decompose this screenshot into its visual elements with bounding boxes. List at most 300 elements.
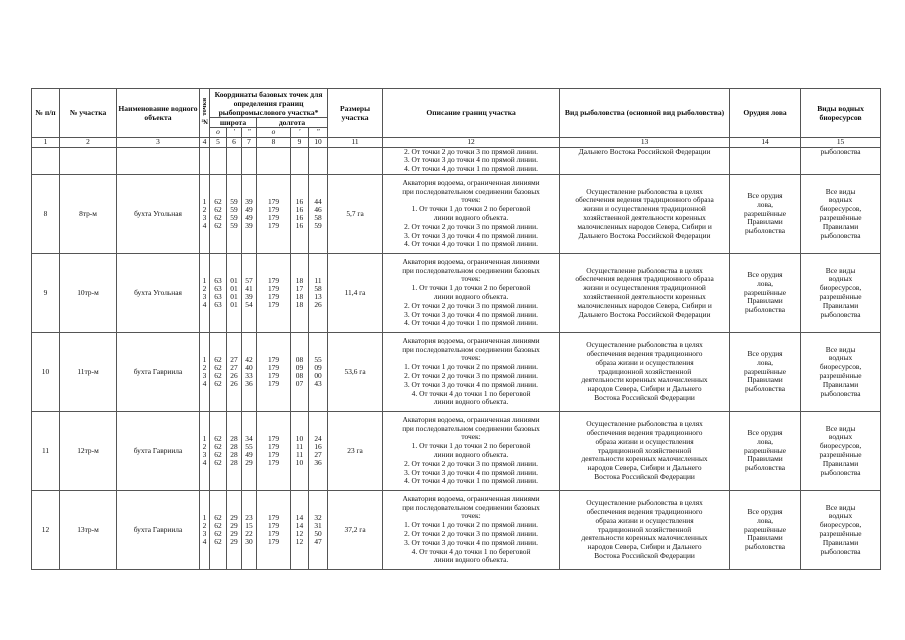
species-line: Все виды <box>825 186 856 196</box>
description-line: при последовательном соединении базовых <box>402 186 540 196</box>
description-line: 2. От точки 2 до точки 3 по прямой линии. <box>404 300 538 310</box>
description-line: точек: <box>461 274 481 284</box>
coord-lat-m <box>227 411 242 490</box>
plot-id: 13тр-м <box>60 490 117 569</box>
species-line: разрешённые <box>819 528 862 538</box>
description-line: 3. От точки 3 до точки 4 по прямой линии. <box>404 537 538 547</box>
description-line: 2. От точки 2 до точки 3 по прямой линии. <box>404 370 538 380</box>
coord-value: 4 <box>202 457 207 467</box>
coord-value: 63 <box>214 291 222 301</box>
coord-lon-s <box>309 411 328 490</box>
description-line: Акватория водоема, ограниченная линиями <box>402 493 540 503</box>
species <box>801 411 881 490</box>
row-number: 8 <box>32 174 60 253</box>
coord-value: 62 <box>214 441 222 451</box>
description-line: 3. От точки 3 до точки 4 по прямой линии. <box>404 379 538 389</box>
fishing-line: традиционной хозяйственной <box>597 445 692 455</box>
tools-line: разрешённые <box>744 445 787 455</box>
description-line: 1. От точки 1 до точки 2 по береговой <box>411 204 531 214</box>
description-line: 3. От точки 3 до точки 4 по прямой линии. <box>404 230 538 240</box>
coord-lon-m <box>291 174 309 253</box>
column-index: 12 <box>383 137 560 147</box>
cont-cell <box>242 147 257 174</box>
table-row <box>32 411 881 490</box>
fishing-line: образа жизни и осуществления <box>595 515 694 525</box>
boundary-description <box>383 490 560 569</box>
coord-value: 55 <box>314 354 322 364</box>
fishing-line: образа жизни и осуществления <box>595 436 694 446</box>
cont-cell <box>730 147 801 174</box>
coord-value: 26 <box>230 370 238 380</box>
description-line: точек: <box>461 432 481 442</box>
water-object: бухта Угольная <box>117 253 200 332</box>
coord-lon-m <box>291 253 309 332</box>
coord-value: 59 <box>230 196 238 206</box>
fishing-line: обеспечения ведения традиционного <box>586 348 703 358</box>
coord-value: 179 <box>267 196 280 206</box>
coord-value: 54 <box>245 299 253 309</box>
coord-value: 29 <box>230 520 238 530</box>
cont-cell <box>328 147 383 174</box>
coord-value: 62 <box>214 449 222 459</box>
fishing-line: Дальнего Востока Российской Федерации <box>578 230 711 240</box>
fishing-plots-table <box>31 88 881 570</box>
coord-value: 3 <box>202 528 207 538</box>
coord-lat-s <box>242 332 257 411</box>
species <box>801 332 881 411</box>
column-index: 7 <box>242 137 257 147</box>
header-coordinates: Координаты базовых точек для определения границ рыбопромыслового участка* <box>210 89 328 118</box>
description-line: при последовательном соединении базовых <box>402 265 540 275</box>
plot-size: 11,4 га <box>328 253 383 332</box>
cont-cell <box>200 147 210 174</box>
coord-value: 01 <box>230 275 238 285</box>
tools-line: Правилами <box>747 454 783 464</box>
header-latitude: широта <box>210 118 257 128</box>
boundary-description <box>383 411 560 490</box>
species-line: водных <box>828 353 853 363</box>
description-line: Акватория водоема, ограниченная линиями <box>402 335 540 345</box>
coord-value: 62 <box>214 354 222 364</box>
tools-line: Правилами <box>747 533 783 543</box>
coord-value: 58 <box>314 212 322 222</box>
coord-lat-m <box>227 332 242 411</box>
species-line: рыболовства <box>820 230 861 240</box>
coord-value: 1 <box>202 354 207 364</box>
plot-id: 8тр-м <box>60 174 117 253</box>
species-line: Правилами <box>822 537 859 547</box>
fishing-line: Осуществление рыболовства в целях <box>586 186 703 196</box>
table-row <box>32 332 881 411</box>
coord-value: 179 <box>267 220 280 230</box>
cont-fishing-type: Дальнего Востока Российской Федерации <box>560 147 730 174</box>
description-line: линии водного объекта. <box>433 212 509 222</box>
fishing-line: хозяйственной деятельности коренных <box>583 291 706 301</box>
coord-lat-m <box>227 253 242 332</box>
tools-line: рыболовства <box>745 542 786 552</box>
coord-value: 16 <box>295 204 304 214</box>
unit-second: " <box>242 128 257 138</box>
description-line: 2. От точки 2 до точки 3 по прямой линии. <box>404 528 538 538</box>
species-line: разрешённые <box>819 449 862 459</box>
coord-lat-s <box>242 253 257 332</box>
species-line: Правилами <box>822 300 859 310</box>
fishing-line: Осуществление рыболовства в целях <box>586 498 703 508</box>
species-line: Правилами <box>822 379 859 389</box>
coord-value: 55 <box>245 441 253 451</box>
coord-value: 41 <box>245 283 253 293</box>
coord-value: 11 <box>295 441 304 451</box>
fishing-tools <box>730 174 801 253</box>
species-line: биоресурсов, <box>819 362 862 372</box>
header-tools: Орудия лова <box>730 89 801 138</box>
fishing-line: малочисленных народов Севера, Сибири и <box>577 300 712 310</box>
coord-value: 01 <box>230 291 238 301</box>
cont-species: рыболовства <box>801 147 881 174</box>
coord-value: 179 <box>267 512 280 522</box>
species-line: водных <box>828 432 853 442</box>
coord-value: 179 <box>267 457 280 467</box>
coord-value: 2 <box>202 283 207 293</box>
fishing-line: малочисленных народов Севера, Сибири и <box>577 221 712 231</box>
coord-value: 179 <box>267 204 280 214</box>
description-line: 4. От точки 4 до точки 1 по береговой <box>411 546 531 556</box>
description-line: Акватория водоема, ограниченная линиями <box>402 414 540 424</box>
fishing-type <box>560 411 730 490</box>
fishing-line: Востока Российской Федерации <box>594 392 695 402</box>
species-line: биоресурсов, <box>819 283 862 293</box>
coord-value: 32 <box>314 512 322 522</box>
coord-lon-s <box>309 332 328 411</box>
cont-cell <box>60 147 117 174</box>
coord-value: 4 <box>202 299 207 309</box>
fishing-line: традиционной хозяйственной <box>597 524 692 534</box>
header-species: Виды водных биоресурсов <box>801 89 881 138</box>
unit-second: " <box>309 128 328 138</box>
row-number: 9 <box>32 253 60 332</box>
coord-value: 179 <box>267 275 280 285</box>
water-object: бухта Угольная <box>117 174 200 253</box>
tools-line: лова, <box>757 515 773 525</box>
coord-value: 11 <box>295 449 304 459</box>
coord-lat-m <box>227 174 242 253</box>
tools-line: рыболовства <box>745 384 786 394</box>
species-line: водных <box>828 195 853 205</box>
species-line: рыболовства <box>820 546 861 556</box>
tools-line: рыболовства <box>745 305 786 315</box>
unit-minute: ' <box>291 128 309 138</box>
coord-value: 179 <box>267 354 280 364</box>
tools-line: разрешённые <box>744 524 787 534</box>
plot-id: 11тр-м <box>60 332 117 411</box>
coord-value: 49 <box>245 204 253 214</box>
coord-lat-d <box>210 332 227 411</box>
coord-value: 39 <box>245 291 253 301</box>
coord-points <box>200 332 210 411</box>
coord-lon-m <box>291 332 309 411</box>
coord-value: 16 <box>295 196 304 206</box>
coord-value: 43 <box>314 378 322 388</box>
plot-size: 23 га <box>328 411 383 490</box>
column-index: 14 <box>730 137 801 147</box>
cont-cell <box>309 147 328 174</box>
coord-value: 62 <box>214 370 222 380</box>
tools-line: Все орудия <box>747 348 783 358</box>
description-line: 1. От точки 1 до точки 2 по береговой <box>411 283 531 293</box>
coord-value: 18 <box>295 291 304 301</box>
coord-value: 34 <box>245 433 253 443</box>
coord-value: 4 <box>202 378 207 388</box>
coord-value: 179 <box>267 449 280 459</box>
fishing-tools <box>730 332 801 411</box>
species-line: рыболовства <box>820 388 861 398</box>
boundary-description <box>383 174 560 253</box>
description-line: Акватория водоема, ограниченная линиями <box>402 177 540 187</box>
coord-value: 09 <box>314 362 322 372</box>
coord-value: 62 <box>214 457 222 467</box>
coord-value: 58 <box>314 283 322 293</box>
coord-lon-s <box>309 174 328 253</box>
column-index: 3 <box>117 137 200 147</box>
fishing-line: хозяйственной деятельности коренных <box>583 212 706 222</box>
coord-value: 3 <box>202 291 207 301</box>
header-point: № точки <box>200 89 210 138</box>
coord-value: 00 <box>314 370 322 380</box>
fishing-tools <box>730 490 801 569</box>
coord-value: 62 <box>214 528 222 538</box>
coord-value: 62 <box>214 220 222 230</box>
coord-value: 01 <box>230 283 238 293</box>
coord-value: 179 <box>267 528 280 538</box>
tools-line: рыболовства <box>745 226 786 236</box>
description-line: при последовательном соединении базовых <box>402 502 540 512</box>
coord-value: 09 <box>295 362 304 372</box>
fishing-line: традиционной хозяйственной <box>597 366 692 376</box>
fishing-line: Осуществление рыболовства в целях <box>586 265 703 275</box>
column-index: 15 <box>801 137 881 147</box>
description-line: при последовательном соединении базовых <box>402 423 540 433</box>
column-index: 5 <box>210 137 227 147</box>
species-line: разрешённые <box>819 212 862 222</box>
coord-value: 10 <box>295 457 304 467</box>
fishing-tools <box>730 253 801 332</box>
unit-minute: ' <box>227 128 242 138</box>
species-line: рыболовства <box>820 467 861 477</box>
column-index: 2 <box>60 137 117 147</box>
tools-line: лова, <box>757 278 773 288</box>
coord-value: 63 <box>214 275 222 285</box>
coord-value: 179 <box>267 433 280 443</box>
coord-value: 1 <box>202 196 207 206</box>
coord-value: 3 <box>202 449 207 459</box>
plot-size: 53,6 га <box>328 332 383 411</box>
row-number: 10 <box>32 332 60 411</box>
coord-value: 23 <box>245 512 253 522</box>
species-line: разрешённые <box>819 370 862 380</box>
fishing-type <box>560 332 730 411</box>
coord-value: 62 <box>214 512 222 522</box>
coord-value: 59 <box>314 220 322 230</box>
tools-line: лова, <box>757 436 773 446</box>
coord-value: 179 <box>267 299 280 309</box>
column-index: 6 <box>227 137 242 147</box>
fishing-type <box>560 174 730 253</box>
tools-line: рыболовства <box>745 463 786 473</box>
water-object: бухта Гавриила <box>117 332 200 411</box>
coord-value: 15 <box>245 520 253 530</box>
coord-value: 08 <box>295 370 304 380</box>
species-line: Все виды <box>825 502 856 512</box>
coord-value: 12 <box>295 536 304 546</box>
coord-lon-d <box>257 490 291 569</box>
species-line: разрешённые <box>819 291 862 301</box>
coord-lon-m <box>291 490 309 569</box>
fishing-line: Востока Российской Федерации <box>594 471 695 481</box>
tools-line: лова, <box>757 357 773 367</box>
fishing-line: народов Севера, Сибири и Дальнего <box>587 384 702 394</box>
description-line: 4. От точки 4 до точки 1 по береговой <box>411 388 531 398</box>
coord-value: 179 <box>267 520 280 530</box>
coord-value: 49 <box>245 212 253 222</box>
coord-value: 2 <box>202 362 207 372</box>
coord-value: 26 <box>314 299 322 309</box>
cont-cell <box>210 147 227 174</box>
coord-value: 62 <box>214 204 222 214</box>
coord-value: 39 <box>245 220 253 230</box>
tools-line: Все орудия <box>747 190 783 200</box>
species-line: рыболовства <box>820 309 861 319</box>
fishing-line: деятельности коренных малочисленных <box>581 375 708 385</box>
description-line: 3. От точки 3 до точки 4 по прямой линии. <box>404 309 538 319</box>
coord-value: 44 <box>314 196 322 206</box>
plot-size: 5,7 га <box>328 174 383 253</box>
tools-line: Все орудия <box>747 427 783 437</box>
coord-value: 63 <box>214 283 222 293</box>
fishing-line: Дальнего Востока Российской Федерации <box>578 309 711 319</box>
coord-value: 62 <box>214 378 222 388</box>
plot-size: 37,2 га <box>328 490 383 569</box>
header-num: № п/п <box>32 89 60 138</box>
header-fishing-type: Вид рыболовства (основной вид рыболовства) <box>560 89 730 138</box>
coord-value: 57 <box>245 275 253 285</box>
fishing-line: Осуществление рыболовства в целях <box>586 340 703 350</box>
coord-value: 22 <box>245 528 253 538</box>
unit-degree: о <box>210 128 227 138</box>
fishing-line: народов Севера, Сибири и Дальнего <box>587 463 702 473</box>
coord-lat-s <box>242 411 257 490</box>
description-line: точек: <box>461 195 481 205</box>
coord-lat-d <box>210 253 227 332</box>
coord-value: 31 <box>314 520 322 530</box>
coord-value: 179 <box>267 291 280 301</box>
coord-value: 179 <box>267 536 280 546</box>
coord-value: 59 <box>230 204 238 214</box>
species-line: водных <box>828 274 853 284</box>
species-line: биоресурсов, <box>819 520 862 530</box>
water-object: бухта Гавриила <box>117 490 200 569</box>
column-index: 10 <box>309 137 328 147</box>
coord-value: 17 <box>295 283 304 293</box>
description-line: 4. От точки 4 до точки 1 по прямой линии. <box>404 476 538 486</box>
fishing-tools <box>730 411 801 490</box>
coord-value: 50 <box>314 528 322 538</box>
coord-value: 01 <box>230 299 238 309</box>
description-line: при последовательном соединении базовых <box>402 344 540 354</box>
column-index: 8 <box>257 137 291 147</box>
coord-value: 08 <box>295 354 304 364</box>
coord-value: 179 <box>267 441 280 451</box>
coord-value: 28 <box>230 449 238 459</box>
boundary-description <box>383 332 560 411</box>
coord-value: 30 <box>245 536 253 546</box>
row-number: 12 <box>32 490 60 569</box>
coord-points <box>200 411 210 490</box>
tools-line: Правилами <box>747 296 783 306</box>
coord-value: 16 <box>295 220 304 230</box>
column-index: 13 <box>560 137 730 147</box>
coord-value: 179 <box>267 362 280 372</box>
species-line: водных <box>828 511 853 521</box>
description-line: линии водного объекта. <box>433 555 509 565</box>
coord-lon-d <box>257 332 291 411</box>
description-line: линии водного объекта. <box>433 291 509 301</box>
coord-value: 27 <box>230 362 238 372</box>
column-index: 11 <box>328 137 383 147</box>
tools-line: Все орудия <box>747 506 783 516</box>
description-line: 2. От точки 2 до точки 3 по прямой линии. <box>404 458 538 468</box>
coord-lon-d <box>257 411 291 490</box>
description-line: 2. От точки 2 до точки 3 по прямой линии. <box>404 221 538 231</box>
coord-value: 28 <box>230 441 238 451</box>
water-object: бухта Гавриила <box>117 411 200 490</box>
table-row <box>32 174 881 253</box>
species-line: Все виды <box>825 423 856 433</box>
species-line: Все виды <box>825 344 856 354</box>
coord-value: 14 <box>295 512 304 522</box>
coord-value: 33 <box>245 370 253 380</box>
species-line: Правилами <box>822 221 859 231</box>
species-line: биоресурсов, <box>819 204 862 214</box>
table-row <box>32 490 881 569</box>
fishing-line: обеспечения ведения традиционного <box>586 506 703 516</box>
description-line: 1. От точки 1 до точки 2 по береговой <box>411 441 531 451</box>
coord-points <box>200 490 210 569</box>
coord-value: 59 <box>230 220 238 230</box>
column-index: 4 <box>200 137 210 147</box>
fishing-line: деятельности коренных малочисленных <box>581 533 708 543</box>
coord-value: 179 <box>267 283 280 293</box>
fishing-type <box>560 490 730 569</box>
coord-lon-s <box>309 253 328 332</box>
header-plot: № участка <box>60 89 117 138</box>
coord-value: 27 <box>230 354 238 364</box>
coord-value: 4 <box>202 220 207 230</box>
coord-value: 42 <box>245 354 253 364</box>
description-line: Акватория водоема, ограниченная линиями <box>402 256 540 266</box>
fishing-line: образа жизни и осуществления <box>595 357 694 367</box>
description-line: 4. От точки 4 до точки 1 по прямой линии. <box>404 318 538 328</box>
cont-cell <box>227 147 242 174</box>
header-water-object: Наименование водного объекта <box>117 89 200 138</box>
fishing-line: жизни и осуществления традиционной <box>583 204 706 214</box>
header-description: Описание границ участка <box>383 89 560 138</box>
coord-value: 63 <box>214 299 222 309</box>
coord-value: 28 <box>230 457 238 467</box>
cont-description: 2. От точки 2 до точки 3 по прямой линии. 3. От точки 3 до точки 4 по прямой линии. 4. От точки 4 до точки 1 по прямой линии. <box>383 147 560 174</box>
coord-points <box>200 174 210 253</box>
header-longitude: долгота <box>257 118 328 128</box>
coord-value: 29 <box>230 512 238 522</box>
